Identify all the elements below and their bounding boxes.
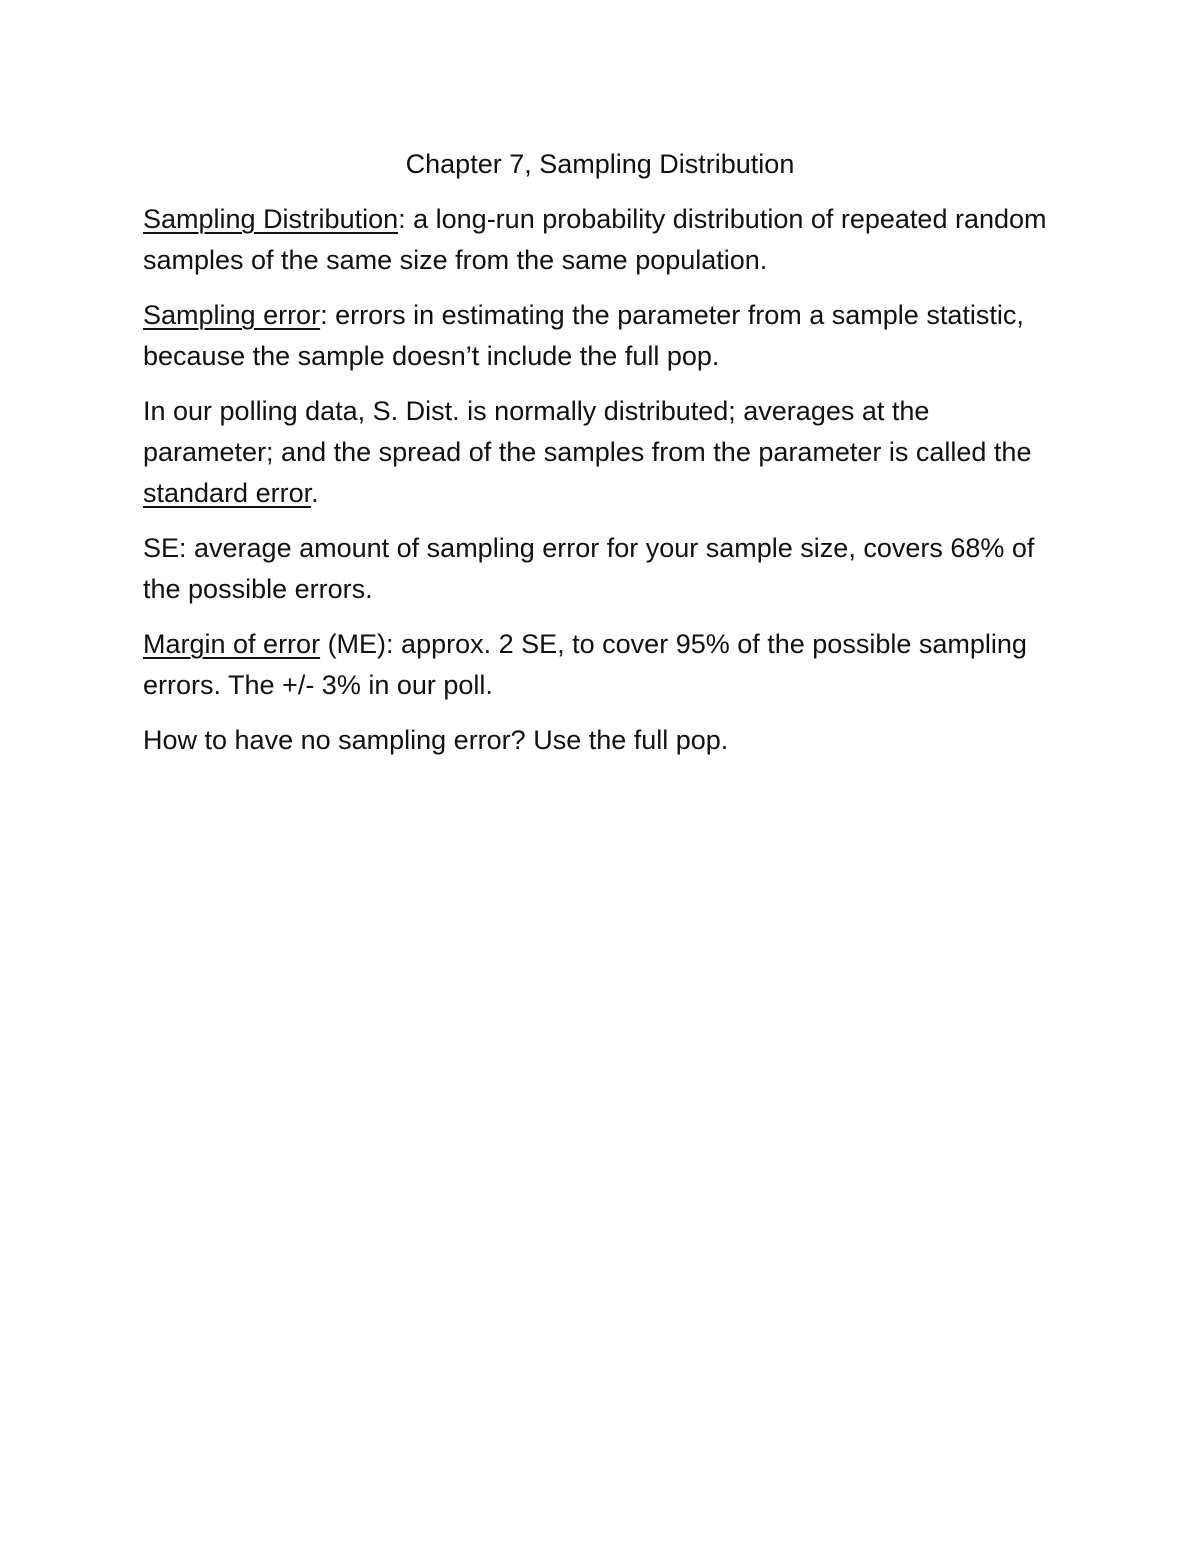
document-body [143,199,1058,775]
paragraph-no-sampling-error [143,720,1058,761]
paragraph-se [143,528,1058,610]
polling-data-text: In our polling data, S. Dist. is normally distributed; averages at the parameter; and the spread of the samples from the parameter is called the [143,396,1032,467]
term-standard-error: standard error [143,478,312,508]
term-sampling-error: Sampling error [143,300,321,330]
page-title: Chapter 7, Sampling Distribution [405,149,795,179]
paragraph-polling-data [143,391,1058,514]
paragraph-sampling-distribution [143,199,1058,281]
se-definition: SE: average amount of sampling error for your sample size, covers 68% of the possible errors. [143,533,1035,604]
polling-data-end: . [311,478,319,508]
definition-sampling-error: : errors in estimating the parameter from a sample statistic, because the sample doesn’t include the full pop. [143,300,1024,371]
definition-margin-of-error: (ME): approx. 2 SE, to cover 95% of the possible sampling errors. The +/- 3% in our poll. [143,629,1027,700]
paragraph-margin-of-error [143,624,1058,706]
definition-sampling-distribution: : a long-run probability distribution of repeated random samples of the same size from the same population. [143,204,1047,275]
paragraph-sampling-error [143,295,1058,377]
no-sampling-error-text: How to have no sampling error? Use the full pop. [143,725,729,755]
term-margin-of-error: Margin of error [143,629,321,659]
term-sampling-distribution: Sampling Distribution [143,204,399,234]
